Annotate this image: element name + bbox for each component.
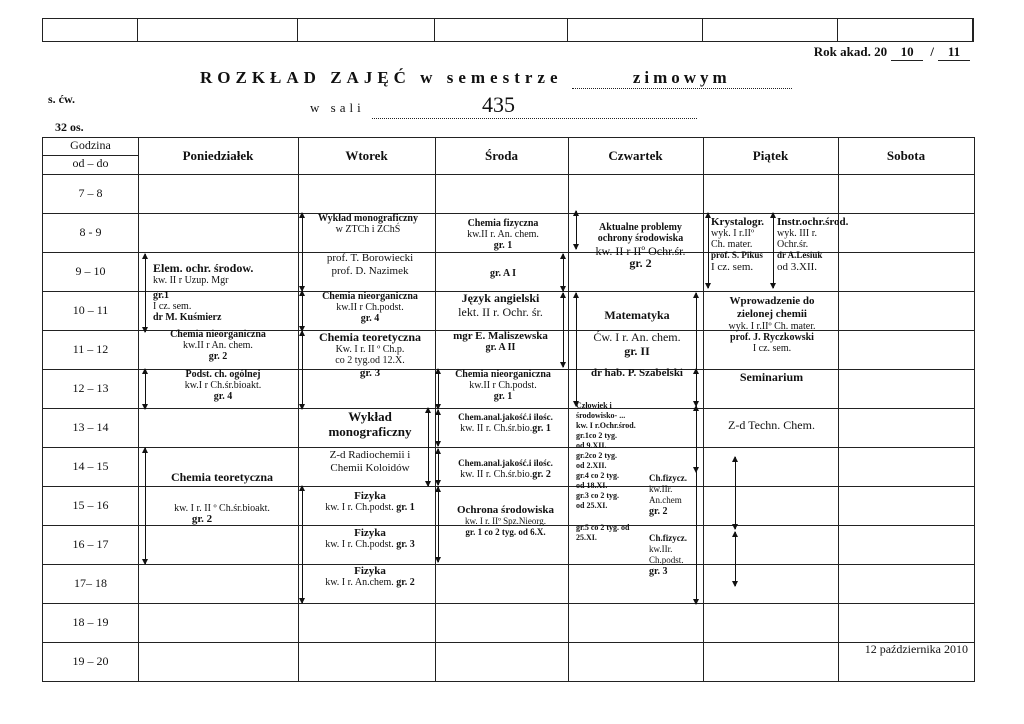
event-chem-teoret-mon-details: kw. I r. II º Ch.śr.bioakt. gr. 2	[174, 503, 270, 525]
event-fizyka-gr2: Fizyka kw. I r. An.chem. gr. 2	[325, 565, 415, 588]
event-chem-fizyczna: Chemia fizyczna kw.II r. An. chem. gr. 1	[467, 218, 539, 251]
hour-label: 15 – 16	[72, 498, 109, 512]
event-czlowiek-srodowisko: Człowiek i środowisko- ... kw. I r.Ochr.środ. gr.1co 2 tyg. od 9.XII. gr.2co 2 tyg. od 2.XII. gr.4 co 2 tyg. od 18.XI. gr.3 co 2 tyg. od 25.XI. gr.5 co 2 tyg. od 25.XI.	[576, 401, 636, 542]
time-span-arrow	[428, 408, 429, 486]
time-span-arrow	[563, 254, 564, 291]
room-line: w sali 435	[310, 92, 697, 119]
hour-label: 16 – 17	[72, 537, 109, 551]
event-matematyka-lecturer: dr hab. P. Szabelski	[590, 367, 683, 379]
time-span-arrow	[302, 331, 303, 409]
time-span-arrow	[438, 449, 439, 485]
event-seminarium: Seminarium	[739, 370, 804, 384]
event-fizyka-gr3: Fizyka kw. I r. Ch.podst. gr. 3	[325, 527, 415, 550]
day-header: Piątek	[752, 148, 789, 163]
hour-label: 9 – 10	[75, 264, 106, 278]
top-strip	[42, 18, 974, 42]
event-chem-anal-gr1: Chem.anal.jakość.i ilośc. kw. II r. Ch.śr.bio.gr. 1	[458, 412, 553, 434]
event-matematyka-details: Ćw. I r. An. chem. gr. II	[593, 330, 681, 358]
event-matematyka: Matematyka	[604, 308, 670, 322]
time-span-arrow	[145, 254, 146, 332]
time-span-arrow	[302, 486, 303, 603]
time-span-arrow	[145, 448, 146, 564]
event-ochrona-srod: Ochrona środowiska kw. I r. IIº Spz.Nieorg. gr. 1 co 2 tyg. od 6.X.	[456, 504, 555, 537]
time-span-arrow	[438, 487, 439, 562]
event-chem-nieorg-wed: Chemia nieorganiczna kw.II r Ch.podst. gr. 1	[455, 369, 551, 402]
day-header: Poniedziałek	[182, 148, 254, 163]
time-span-arrow	[735, 457, 736, 529]
hour-label: 13 – 14	[72, 420, 109, 434]
hour-label: 18 – 19	[72, 615, 109, 629]
time-span-arrow	[438, 410, 439, 446]
time-span-arrow	[576, 293, 577, 406]
event-ch-fizycz-gr3: Ch.fizycz. kw.IIr. Ch.podst. gr. 3	[649, 533, 687, 577]
event-aktualne-problemy: Aktualne problemy ochrony środowiska kw. II r IIº Ochr.śr. gr. 2	[595, 222, 686, 270]
event-chem-nieorg-tue: Chemia nieorganiczna kw.II r Ch.podst. gr. 4	[322, 291, 418, 324]
event-chem-teoret-tue: Chemia teoretyczna Kw. I r. II º Ch.p. co 2 tyg.od 12.X. gr. 3	[318, 330, 422, 379]
time-span-arrow	[145, 369, 146, 409]
day-header: Czwartek	[608, 148, 663, 163]
event-wyklad-monogr-2-dept: Z-d Radiochemii i Chemii Koloidów	[329, 449, 411, 474]
time-span-arrow	[735, 532, 736, 586]
event-seminarium-dept: Z-d Techn. Chem.	[728, 418, 815, 432]
time-span-arrow	[708, 213, 709, 288]
semester-value: zimowym	[572, 68, 792, 89]
time-span-arrow	[302, 291, 303, 331]
event-ch-fizycz-gr2: Ch.fizycz. kw.IIr. An.chem gr. 2	[649, 473, 687, 517]
event-podst-ch-ogolnej: Podst. ch. ogólnej kw.I r Ch.śr.bioakt. gr. 4	[184, 369, 262, 402]
event-chem-teoret-mon: Chemia teoretyczna	[170, 470, 274, 484]
event-fizyka-gr1: Fizyka kw. I r. Ch.podst. gr. 1	[325, 490, 415, 513]
event-jezyk-angielski: Język angielski lekt. II r. Ochr. śr.	[458, 291, 543, 319]
day-header: Środa	[485, 148, 518, 163]
event-chem-anal-gr2: Chem.anal.jakość.i ilośc. kw. II r. Ch.śr.bio.gr. 2	[458, 458, 553, 480]
time-span-arrow	[773, 213, 774, 288]
day-header: Sobota	[886, 148, 926, 163]
room-number: 435	[372, 92, 697, 119]
od-do-header: od – do	[43, 155, 138, 175]
hour-label: 7 – 8	[78, 186, 103, 200]
event-jezyk-angielski-who: mgr E. Maliszewska gr. A II	[453, 330, 548, 353]
event-elem-ochr: Elem. ochr. środow. kw. II r Uzup. Mgr	[153, 261, 254, 286]
time-span-arrow	[563, 293, 564, 367]
academic-year: Rok akad. 20 10 / 11	[814, 44, 974, 61]
event-wyklad-monogr: Wykład monograficzny w ZTCh i ZChŚ	[318, 213, 418, 235]
hour-label: 11 – 12	[72, 342, 109, 356]
time-span-arrow	[696, 369, 697, 472]
event-chem-fizyczna-grA: gr. A I	[489, 268, 517, 279]
event-krystalogr: Krystalogr. wyk. I r.IIº Ch. mater. prof. S. Pikus I cz. sem.	[711, 216, 765, 273]
time-span-arrow	[576, 211, 577, 249]
event-instr-ochr: Instr.ochr.środ. wyk. III r. Ochr.śr. dr A.Lesiuk od 3.XII.	[777, 216, 849, 273]
hour-label: 8 - 9	[79, 225, 102, 239]
event-elem-ochr-details: gr.1 I cz. sem. dr M. Kuśmierz	[153, 290, 222, 323]
hour-label: 10 – 11	[72, 303, 109, 317]
godzina-header: Godzina	[70, 138, 111, 152]
hour-label: 12 – 13	[72, 381, 109, 395]
event-wyklad-monogr-profs: prof. T. Borowiecki prof. D. Nazimek	[326, 252, 414, 277]
page-title: ROZKŁAD ZAJĘĆ w semestrze zimowym	[200, 68, 792, 89]
hour-label: 17– 18	[74, 576, 107, 590]
event-chem-nieorg-mon: Chemia nieorganiczna kw.II r An. chem. gr. 2	[170, 329, 266, 362]
day-header: Wtorek	[345, 148, 388, 163]
event-wyklad-monogr-2: Wykład monograficzny	[328, 409, 412, 439]
event-zielona-chemia: Wprowadzenie do zielonej chemii wyk. I r.IIº Ch. mater. prof. J. Ryczkowski I cz. sem.	[728, 295, 816, 354]
room-type: s. ćw.	[48, 92, 75, 106]
hour-label: 14 – 15	[72, 459, 109, 473]
schedule-table	[42, 137, 975, 682]
document-date: 12 października 2010	[864, 642, 968, 656]
hour-label: 19 – 20	[72, 654, 109, 668]
room-capacity: 32 os.	[55, 120, 84, 134]
